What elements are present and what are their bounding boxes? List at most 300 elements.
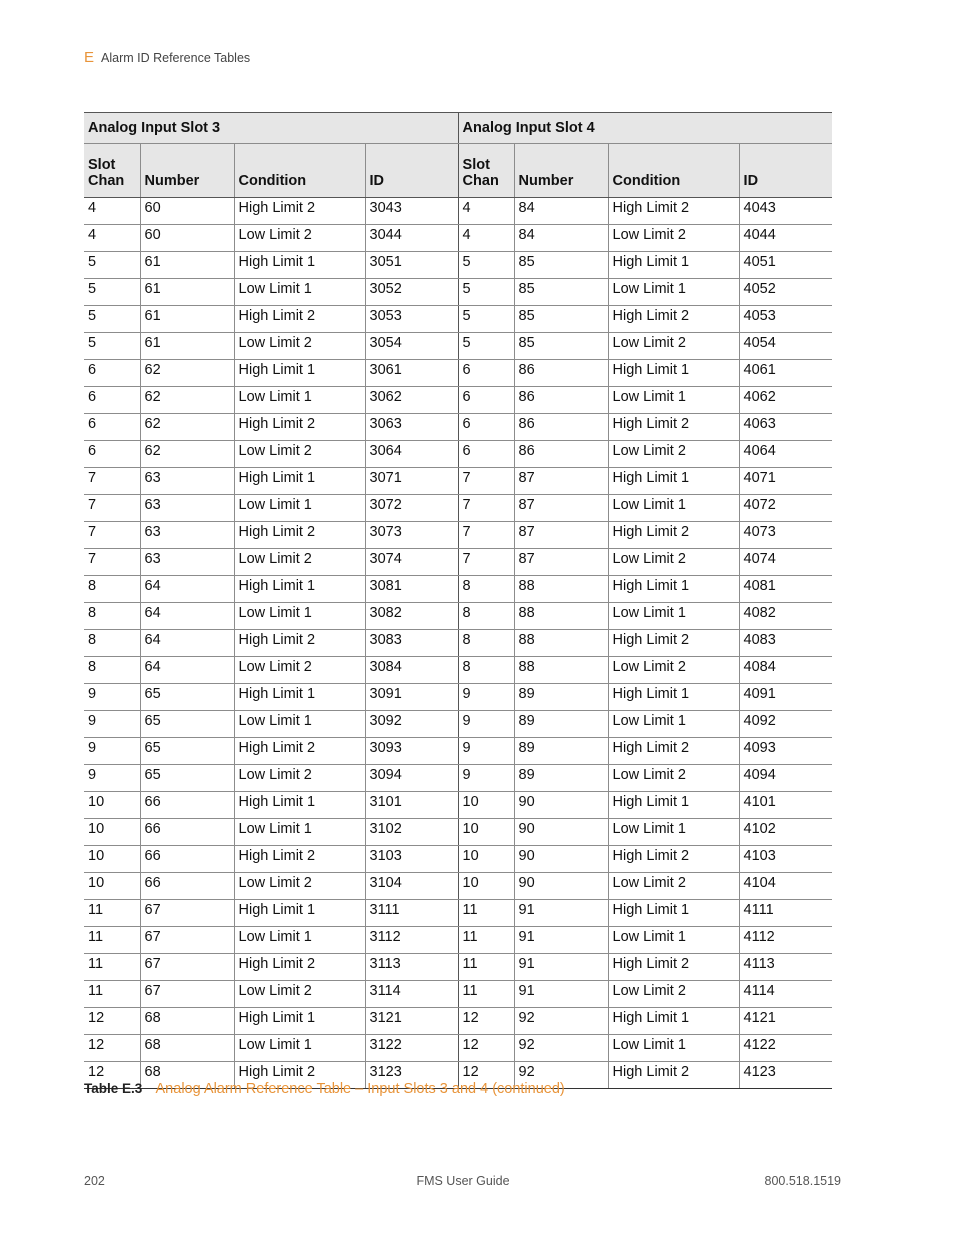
- cell-slot4-number: 89: [514, 738, 608, 765]
- cell-slot3-condition: High Limit 1: [234, 1008, 365, 1035]
- table-row: [84, 873, 832, 900]
- cell-slot3-number: 63: [140, 549, 234, 576]
- cell-slot3-number: 67: [140, 927, 234, 954]
- cell-slot4-slot-chan: 6: [458, 441, 514, 468]
- cell-slot3-number: 65: [140, 711, 234, 738]
- cell-slot3-id: 3084: [365, 657, 458, 684]
- cell-slot4-condition: Low Limit 2: [608, 873, 739, 900]
- cell-slot4-number: 88: [514, 603, 608, 630]
- cell-slot4-id: 4084: [739, 657, 832, 684]
- cell-slot4-number: 84: [514, 225, 608, 252]
- cell-slot4-number: 86: [514, 414, 608, 441]
- cell-slot4-condition: High Limit 1: [608, 684, 739, 711]
- cell-slot4-number: 85: [514, 306, 608, 333]
- cell-slot3-condition: High Limit 1: [234, 900, 365, 927]
- cell-slot3-id: 3101: [365, 792, 458, 819]
- cell-slot4-number: 90: [514, 846, 608, 873]
- cell-slot4-slot-chan: 4: [458, 225, 514, 252]
- cell-slot3-slot-chan: 7: [84, 495, 140, 522]
- cell-slot4-number: 92: [514, 1008, 608, 1035]
- cell-slot4-condition: Low Limit 2: [608, 657, 739, 684]
- cell-slot3-id: 3043: [365, 198, 458, 225]
- cell-slot4-slot-chan: 9: [458, 738, 514, 765]
- cell-slot3-number: 68: [140, 1008, 234, 1035]
- col-number: Number: [514, 144, 608, 198]
- cell-slot3-condition: High Limit 1: [234, 684, 365, 711]
- table-body: [84, 198, 832, 1089]
- cell-slot3-condition: Low Limit 2: [234, 441, 365, 468]
- col-slot-chan: [84, 144, 140, 198]
- cell-slot3-id: 3092: [365, 711, 458, 738]
- cell-slot3-condition: Low Limit 1: [234, 927, 365, 954]
- table-row: [84, 468, 832, 495]
- group-header-slot4: Analog Input Slot 4: [458, 113, 832, 144]
- cell-slot3-slot-chan: 6: [84, 414, 140, 441]
- table-row: [84, 306, 832, 333]
- cell-slot3-id: 3072: [365, 495, 458, 522]
- cell-slot3-slot-chan: 11: [84, 954, 140, 981]
- cell-slot3-number: 66: [140, 792, 234, 819]
- cell-slot4-condition: Low Limit 1: [608, 603, 739, 630]
- cell-slot3-condition: High Limit 2: [234, 1062, 365, 1089]
- cell-slot3-condition: High Limit 2: [234, 522, 365, 549]
- table-row: [84, 927, 832, 954]
- cell-slot3-id: 3112: [365, 927, 458, 954]
- cell-slot3-slot-chan: 4: [84, 198, 140, 225]
- cell-slot4-slot-chan: 5: [458, 252, 514, 279]
- cell-slot4-slot-chan: 12: [458, 1008, 514, 1035]
- page-number: 202: [84, 1174, 105, 1188]
- cell-slot4-condition: High Limit 2: [608, 414, 739, 441]
- cell-slot3-id: 3054: [365, 333, 458, 360]
- cell-slot4-condition: Low Limit 2: [608, 441, 739, 468]
- cell-slot3-slot-chan: 10: [84, 819, 140, 846]
- cell-slot3-slot-chan: 10: [84, 792, 140, 819]
- cell-slot4-condition: High Limit 2: [608, 954, 739, 981]
- cell-slot4-id: 4123: [739, 1062, 832, 1089]
- cell-slot3-id: 3071: [365, 468, 458, 495]
- cell-slot3-id: 3104: [365, 873, 458, 900]
- caption-text: Analog Alarm Reference Table – Input Slots 3 and 4 (continued): [155, 1081, 565, 1097]
- cell-slot3-number: 62: [140, 414, 234, 441]
- cell-slot3-slot-chan: 5: [84, 333, 140, 360]
- cell-slot4-slot-chan: 8: [458, 576, 514, 603]
- cell-slot3-slot-chan: 6: [84, 387, 140, 414]
- cell-slot3-id: 3114: [365, 981, 458, 1008]
- cell-slot4-id: 4043: [739, 198, 832, 225]
- cell-slot3-condition: Low Limit 1: [234, 387, 365, 414]
- cell-slot4-id: 4093: [739, 738, 832, 765]
- cell-slot3-id: 3082: [365, 603, 458, 630]
- cell-slot3-condition: High Limit 1: [234, 468, 365, 495]
- cell-slot4-number: 90: [514, 873, 608, 900]
- cell-slot4-condition: Low Limit 1: [608, 927, 739, 954]
- cell-slot4-id: 4053: [739, 306, 832, 333]
- cell-slot4-condition: High Limit 1: [608, 252, 739, 279]
- group-header-slot3: Analog Input Slot 3: [84, 113, 458, 144]
- cell-slot3-number: 61: [140, 252, 234, 279]
- table-row: [84, 549, 832, 576]
- cell-slot3-condition: High Limit 2: [234, 738, 365, 765]
- cell-slot4-id: 4112: [739, 927, 832, 954]
- cell-slot4-slot-chan: 9: [458, 765, 514, 792]
- appendix-letter: E: [84, 49, 95, 66]
- cell-slot3-slot-chan: 10: [84, 873, 140, 900]
- cell-slot4-number: 84: [514, 198, 608, 225]
- cell-slot4-id: 4091: [739, 684, 832, 711]
- cell-slot4-id: 4064: [739, 441, 832, 468]
- cell-slot3-id: 3064: [365, 441, 458, 468]
- cell-slot3-id: 3073: [365, 522, 458, 549]
- cell-slot4-id: 4114: [739, 981, 832, 1008]
- cell-slot3-slot-chan: 12: [84, 1062, 140, 1089]
- table-row: [84, 1008, 832, 1035]
- cell-slot3-id: 3062: [365, 387, 458, 414]
- cell-slot3-slot-chan: 7: [84, 468, 140, 495]
- cell-slot3-slot-chan: 8: [84, 657, 140, 684]
- cell-slot3-condition: Low Limit 2: [234, 657, 365, 684]
- cell-slot3-slot-chan: 12: [84, 1008, 140, 1035]
- cell-slot3-number: 67: [140, 981, 234, 1008]
- col-slot-chan-label: Slot Chan: [88, 157, 125, 189]
- cell-slot4-condition: High Limit 2: [608, 738, 739, 765]
- cell-slot4-id: 4081: [739, 576, 832, 603]
- cell-slot3-id: 3123: [365, 1062, 458, 1089]
- cell-slot3-id: 3044: [365, 225, 458, 252]
- col-id: ID: [739, 144, 832, 198]
- table-row: [84, 1035, 832, 1062]
- cell-slot4-slot-chan: 7: [458, 468, 514, 495]
- table-row: [84, 387, 832, 414]
- cell-slot3-condition: Low Limit 1: [234, 1035, 365, 1062]
- cell-slot4-number: 90: [514, 819, 608, 846]
- cell-slot4-slot-chan: 7: [458, 495, 514, 522]
- col-number: Number: [140, 144, 234, 198]
- cell-slot4-id: 4062: [739, 387, 832, 414]
- cell-slot4-number: 85: [514, 333, 608, 360]
- cell-slot4-slot-chan: 11: [458, 900, 514, 927]
- cell-slot3-number: 63: [140, 522, 234, 549]
- cell-slot3-condition: High Limit 2: [234, 846, 365, 873]
- table-row: [84, 954, 832, 981]
- table-row: [84, 522, 832, 549]
- cell-slot4-number: 85: [514, 252, 608, 279]
- cell-slot4-number: 90: [514, 792, 608, 819]
- cell-slot3-slot-chan: 7: [84, 522, 140, 549]
- cell-slot3-condition: Low Limit 1: [234, 279, 365, 306]
- cell-slot4-number: 87: [514, 495, 608, 522]
- cell-slot4-id: 4122: [739, 1035, 832, 1062]
- cell-slot4-number: 86: [514, 387, 608, 414]
- cell-slot4-id: 4063: [739, 414, 832, 441]
- cell-slot3-id: 3102: [365, 819, 458, 846]
- column-header-row: [84, 144, 832, 198]
- cell-slot4-slot-chan: 6: [458, 360, 514, 387]
- cell-slot3-id: 3111: [365, 900, 458, 927]
- alarm-reference-table: [84, 112, 832, 1089]
- cell-slot3-number: 67: [140, 954, 234, 981]
- cell-slot3-number: 68: [140, 1035, 234, 1062]
- cell-slot3-slot-chan: 9: [84, 711, 140, 738]
- cell-slot4-id: 4052: [739, 279, 832, 306]
- cell-slot3-id: 3051: [365, 252, 458, 279]
- cell-slot3-condition: High Limit 1: [234, 360, 365, 387]
- cell-slot3-id: 3081: [365, 576, 458, 603]
- footer-doc-title: FMS User Guide: [416, 1174, 510, 1188]
- table-row: [84, 792, 832, 819]
- group-header-row: [84, 113, 832, 144]
- cell-slot4-number: 85: [514, 279, 608, 306]
- cell-slot3-number: 66: [140, 819, 234, 846]
- cell-slot3-condition: High Limit 1: [234, 252, 365, 279]
- cell-slot3-slot-chan: 5: [84, 252, 140, 279]
- cell-slot3-number: 62: [140, 441, 234, 468]
- cell-slot4-condition: Low Limit 1: [608, 711, 739, 738]
- cell-slot4-condition: High Limit 2: [608, 306, 739, 333]
- cell-slot4-id: 4071: [739, 468, 832, 495]
- cell-slot4-condition: High Limit 2: [608, 630, 739, 657]
- cell-slot4-condition: High Limit 2: [608, 522, 739, 549]
- cell-slot3-condition: Low Limit 1: [234, 495, 365, 522]
- cell-slot3-condition: High Limit 1: [234, 792, 365, 819]
- cell-slot3-condition: High Limit 2: [234, 306, 365, 333]
- cell-slot3-number: 66: [140, 846, 234, 873]
- cell-slot4-number: 87: [514, 522, 608, 549]
- cell-slot3-id: 3061: [365, 360, 458, 387]
- cell-slot4-number: 87: [514, 549, 608, 576]
- cell-slot4-slot-chan: 8: [458, 603, 514, 630]
- cell-slot4-id: 4083: [739, 630, 832, 657]
- cell-slot3-number: 62: [140, 387, 234, 414]
- cell-slot3-slot-chan: 9: [84, 765, 140, 792]
- cell-slot4-number: 89: [514, 684, 608, 711]
- cell-slot4-condition: Low Limit 2: [608, 549, 739, 576]
- cell-slot3-slot-chan: 9: [84, 738, 140, 765]
- cell-slot4-slot-chan: 11: [458, 954, 514, 981]
- cell-slot4-condition: Low Limit 1: [608, 387, 739, 414]
- cell-slot4-number: 91: [514, 981, 608, 1008]
- header-title: Alarm ID Reference Tables: [101, 51, 251, 65]
- cell-slot3-id: 3113: [365, 954, 458, 981]
- cell-slot4-condition: Low Limit 2: [608, 225, 739, 252]
- cell-slot4-slot-chan: 6: [458, 414, 514, 441]
- cell-slot4-condition: High Limit 1: [608, 1008, 739, 1035]
- cell-slot4-id: 4073: [739, 522, 832, 549]
- cell-slot3-slot-chan: 12: [84, 1035, 140, 1062]
- cell-slot4-slot-chan: 6: [458, 387, 514, 414]
- cell-slot3-condition: Low Limit 1: [234, 819, 365, 846]
- cell-slot4-condition: High Limit 1: [608, 360, 739, 387]
- cell-slot4-number: 88: [514, 657, 608, 684]
- cell-slot4-id: 4094: [739, 765, 832, 792]
- table-row: [84, 360, 832, 387]
- cell-slot3-condition: Low Limit 1: [234, 603, 365, 630]
- cell-slot3-id: 3063: [365, 414, 458, 441]
- cell-slot3-slot-chan: 11: [84, 900, 140, 927]
- cell-slot3-condition: Low Limit 2: [234, 225, 365, 252]
- table-row: [84, 252, 832, 279]
- caption-label: Table E.3: [84, 1081, 143, 1096]
- cell-slot4-number: 86: [514, 360, 608, 387]
- cell-slot3-number: 66: [140, 873, 234, 900]
- table-row: [84, 684, 832, 711]
- cell-slot3-number: 64: [140, 603, 234, 630]
- cell-slot4-id: 4103: [739, 846, 832, 873]
- cell-slot4-condition: High Limit 1: [608, 900, 739, 927]
- cell-slot4-slot-chan: 11: [458, 927, 514, 954]
- cell-slot3-slot-chan: 6: [84, 360, 140, 387]
- cell-slot4-id: 4121: [739, 1008, 832, 1035]
- cell-slot3-slot-chan: 11: [84, 981, 140, 1008]
- table-row: [84, 495, 832, 522]
- cell-slot4-slot-chan: 5: [458, 279, 514, 306]
- cell-slot3-slot-chan: 4: [84, 225, 140, 252]
- cell-slot3-number: 62: [140, 360, 234, 387]
- cell-slot3-id: 3091: [365, 684, 458, 711]
- cell-slot3-id: 3103: [365, 846, 458, 873]
- cell-slot4-id: 4102: [739, 819, 832, 846]
- cell-slot3-slot-chan: 8: [84, 603, 140, 630]
- cell-slot4-condition: High Limit 2: [608, 1062, 739, 1089]
- cell-slot4-condition: Low Limit 1: [608, 1035, 739, 1062]
- cell-slot4-condition: Low Limit 2: [608, 981, 739, 1008]
- cell-slot3-id: 3121: [365, 1008, 458, 1035]
- cell-slot4-condition: High Limit 1: [608, 576, 739, 603]
- cell-slot3-id: 3122: [365, 1035, 458, 1062]
- cell-slot4-number: 91: [514, 900, 608, 927]
- table-row: [84, 900, 832, 927]
- cell-slot4-slot-chan: 10: [458, 819, 514, 846]
- cell-slot4-slot-chan: 12: [458, 1035, 514, 1062]
- cell-slot4-slot-chan: 7: [458, 522, 514, 549]
- cell-slot4-number: 92: [514, 1035, 608, 1062]
- col-condition: Condition: [234, 144, 365, 198]
- table-row: [84, 630, 832, 657]
- table-row: [84, 765, 832, 792]
- cell-slot3-condition: High Limit 2: [234, 414, 365, 441]
- cell-slot4-slot-chan: 5: [458, 306, 514, 333]
- cell-slot4-number: 88: [514, 576, 608, 603]
- cell-slot3-number: 61: [140, 279, 234, 306]
- cell-slot4-number: 87: [514, 468, 608, 495]
- running-header: [84, 49, 250, 66]
- cell-slot4-slot-chan: 9: [458, 684, 514, 711]
- cell-slot4-number: 88: [514, 630, 608, 657]
- table-row: [84, 657, 832, 684]
- cell-slot3-number: 60: [140, 225, 234, 252]
- cell-slot4-condition: Low Limit 1: [608, 279, 739, 306]
- cell-slot3-number: 65: [140, 765, 234, 792]
- cell-slot3-number: 65: [140, 738, 234, 765]
- cell-slot3-number: 67: [140, 900, 234, 927]
- cell-slot3-condition: High Limit 2: [234, 630, 365, 657]
- cell-slot4-number: 86: [514, 441, 608, 468]
- table-row: [84, 225, 832, 252]
- col-id: ID: [365, 144, 458, 198]
- cell-slot4-condition: High Limit 1: [608, 468, 739, 495]
- cell-slot3-condition: High Limit 2: [234, 954, 365, 981]
- cell-slot3-number: 63: [140, 495, 234, 522]
- cell-slot4-id: 4104: [739, 873, 832, 900]
- cell-slot3-condition: Low Limit 2: [234, 333, 365, 360]
- cell-slot3-slot-chan: 8: [84, 576, 140, 603]
- table-row: [84, 414, 832, 441]
- cell-slot3-number: 65: [140, 684, 234, 711]
- cell-slot3-condition: High Limit 2: [234, 198, 365, 225]
- cell-slot3-number: 64: [140, 657, 234, 684]
- table-row: [84, 819, 832, 846]
- cell-slot3-number: 61: [140, 306, 234, 333]
- cell-slot4-condition: Low Limit 2: [608, 765, 739, 792]
- cell-slot4-slot-chan: 12: [458, 1062, 514, 1089]
- cell-slot4-number: 91: [514, 954, 608, 981]
- cell-slot3-number: 64: [140, 576, 234, 603]
- cell-slot4-id: 4111: [739, 900, 832, 927]
- cell-slot3-slot-chan: 10: [84, 846, 140, 873]
- cell-slot4-id: 4061: [739, 360, 832, 387]
- table-row: [84, 981, 832, 1008]
- cell-slot4-number: 91: [514, 927, 608, 954]
- cell-slot4-condition: Low Limit 1: [608, 819, 739, 846]
- cell-slot4-number: 92: [514, 1062, 608, 1089]
- cell-slot3-number: 61: [140, 333, 234, 360]
- cell-slot3-slot-chan: 9: [84, 684, 140, 711]
- table-row: [84, 198, 832, 225]
- table-row: [84, 846, 832, 873]
- col-slot-chan: [458, 144, 514, 198]
- cell-slot4-id: 4072: [739, 495, 832, 522]
- cell-slot4-id: 4054: [739, 333, 832, 360]
- cell-slot4-id: 4074: [739, 549, 832, 576]
- cell-slot4-condition: Low Limit 2: [608, 333, 739, 360]
- footer-phone: 800.518.1519: [764, 1174, 841, 1188]
- cell-slot4-number: 89: [514, 711, 608, 738]
- cell-slot4-id: 4044: [739, 225, 832, 252]
- cell-slot4-slot-chan: 11: [458, 981, 514, 1008]
- cell-slot4-condition: High Limit 2: [608, 198, 739, 225]
- cell-slot3-slot-chan: 6: [84, 441, 140, 468]
- cell-slot4-slot-chan: 8: [458, 657, 514, 684]
- table-caption: [84, 1081, 565, 1097]
- cell-slot4-condition: High Limit 2: [608, 846, 739, 873]
- cell-slot3-id: 3083: [365, 630, 458, 657]
- cell-slot3-number: 68: [140, 1062, 234, 1089]
- cell-slot3-id: 3053: [365, 306, 458, 333]
- col-slot-chan-label: Slot Chan: [462, 157, 499, 189]
- cell-slot4-slot-chan: 10: [458, 792, 514, 819]
- cell-slot3-number: 64: [140, 630, 234, 657]
- cell-slot3-number: 63: [140, 468, 234, 495]
- cell-slot4-id: 4051: [739, 252, 832, 279]
- cell-slot4-id: 4101: [739, 792, 832, 819]
- col-condition: Condition: [608, 144, 739, 198]
- table-row: [84, 603, 832, 630]
- cell-slot3-condition: Low Limit 2: [234, 981, 365, 1008]
- cell-slot4-id: 4113: [739, 954, 832, 981]
- table-row: [84, 711, 832, 738]
- cell-slot3-condition: Low Limit 1: [234, 711, 365, 738]
- cell-slot3-slot-chan: 7: [84, 549, 140, 576]
- cell-slot3-id: 3093: [365, 738, 458, 765]
- cell-slot3-slot-chan: 8: [84, 630, 140, 657]
- table-row: [84, 333, 832, 360]
- cell-slot3-condition: Low Limit 2: [234, 549, 365, 576]
- cell-slot4-id: 4092: [739, 711, 832, 738]
- cell-slot3-id: 3074: [365, 549, 458, 576]
- cell-slot3-slot-chan: 5: [84, 306, 140, 333]
- cell-slot4-slot-chan: 7: [458, 549, 514, 576]
- table-row: [84, 576, 832, 603]
